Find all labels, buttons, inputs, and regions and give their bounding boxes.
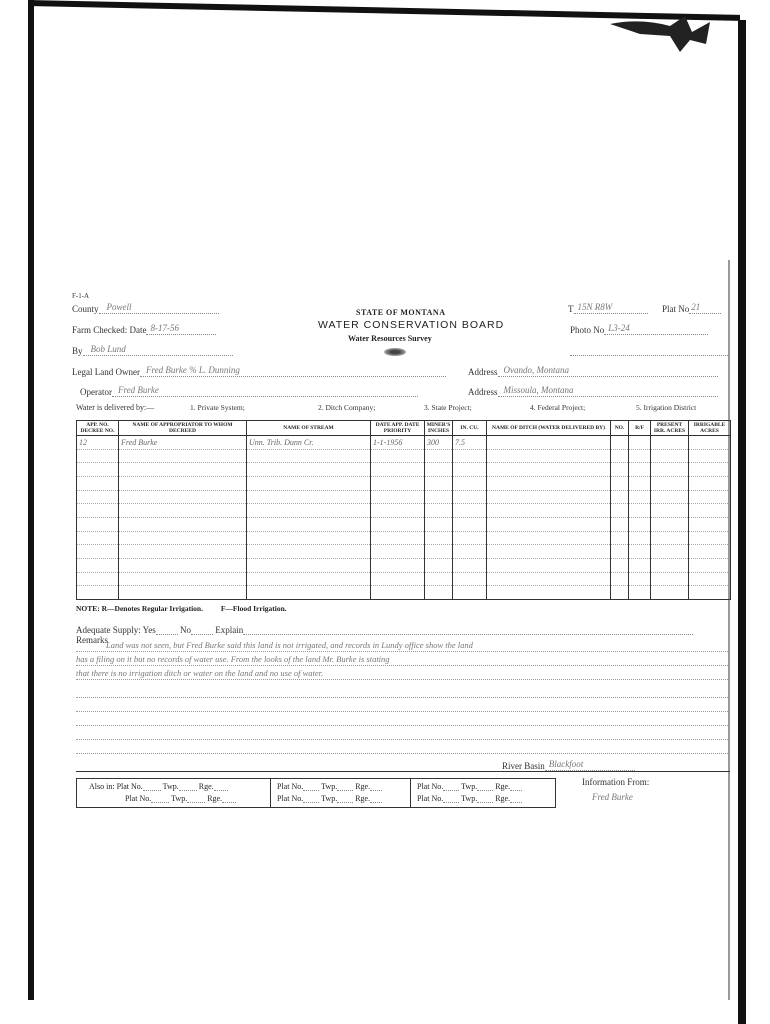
table-cell [487,476,611,490]
cell-present-acres [651,436,689,450]
table-cell [425,463,453,477]
table-cell [77,504,119,518]
table-cell [425,586,453,600]
cell-irrigable-acres [689,436,731,450]
table-row [77,504,731,518]
legal-owner-field: Legal Land Owner Fred Burke % L. Dunning [72,367,446,377]
information-from-label: Information From: [582,777,650,787]
table-row [77,586,731,600]
table-row [77,545,731,559]
blank-line-right [570,346,728,356]
plat-row-1: Also in: Plat No. Twp. Rge. [89,782,228,791]
table-row [77,463,731,477]
table-cell [651,572,689,586]
delivery-option-federal: 4. Federal Project; [530,403,586,412]
table-cell [425,531,453,545]
table-cell [247,545,371,559]
table-cell [77,517,119,531]
table-cell [77,531,119,545]
table-cell [77,586,119,600]
table-cell [453,558,487,572]
table-cell [651,504,689,518]
cell-ditch [487,436,611,450]
table-cell [371,558,425,572]
table-cell [371,504,425,518]
col-no: NO. [611,421,629,436]
table-header-row [77,421,731,436]
table-cell [629,463,651,477]
table-cell [119,586,247,600]
delivery-option-irrigation-district: 5. Irrigation District [636,403,697,412]
table-cell [651,517,689,531]
col-stream: NAME OF STREAM [247,421,371,436]
table-cell [611,517,629,531]
table-cell [453,586,487,600]
table-cell [629,476,651,490]
plat-row-3: Plat No. Twp. Rge. [277,782,382,791]
table-cell [689,504,731,518]
table-cell [629,572,651,586]
table-cell [651,463,689,477]
county-value: Powell [106,302,132,312]
table-cell [119,449,247,463]
table-cell [487,572,611,586]
col-date-app: DATE APP. DATE PRIORITY [371,421,425,436]
table-cell [651,558,689,572]
remarks-line-4 [76,686,730,698]
delivery-option-ditch-company: 2. Ditch Company; [318,403,376,412]
table-cell [119,476,247,490]
table-cell [453,572,487,586]
table-cell [119,504,247,518]
remarks-line-5 [76,700,730,712]
table-cell [487,504,611,518]
table-cell [487,586,611,600]
table-cell [119,463,247,477]
table-cell [453,476,487,490]
table-cell [689,517,731,531]
table-row [77,572,731,586]
table-cell [689,558,731,572]
table-row [77,490,731,504]
table-row [77,531,731,545]
col-rf: R/F [629,421,651,436]
water-survey-form [72,280,732,820]
operator-address-field: Address Missoula, Montana [468,387,718,397]
table-cell [629,517,651,531]
owner-address-field: Address Ovando, Montana [468,367,718,377]
col-present-acres: PRESENT IRR. ACRES [651,421,689,436]
cell-appropriator: Fred Burke [119,436,247,450]
table-cell [371,531,425,545]
table-cell [453,545,487,559]
form-code: F-1-A [72,292,90,300]
table-cell [119,490,247,504]
table-cell [453,490,487,504]
table-cell [487,545,611,559]
remarks-line-8 [76,742,730,754]
table-cell [425,504,453,518]
table-cell [611,463,629,477]
table-cell [453,517,487,531]
table-cell [453,504,487,518]
plat-row-5: Plat No. Twp. Rge. [417,782,522,791]
delivery-option-state: 3. State Project; [424,403,472,412]
table-cell [247,476,371,490]
also-in-plat-box [76,778,556,808]
state-heading: STATE OF MONTANA [356,308,446,317]
river-basin-field: River Basin Blackfoot [502,761,635,771]
adequate-supply-field: Adequate Supply: Yes No Explain [76,625,693,635]
table-cell [487,463,611,477]
table-cell [77,449,119,463]
table-cell [371,586,425,600]
table-cell [247,449,371,463]
table-cell [77,545,119,559]
delivery-label: Water is delivered by:— [76,403,155,412]
table-cell [689,490,731,504]
table-cell [77,463,119,477]
col-ditch-name: NAME OF DITCH (WATER DELIVERED BY) [487,421,611,436]
table-cell [611,504,629,518]
table-cell [119,572,247,586]
table-cell [629,449,651,463]
cell-app-no: 12 [77,436,119,450]
table-cell [371,449,425,463]
table-cell [247,504,371,518]
table-cell [487,517,611,531]
table-cell [425,545,453,559]
table-cell [77,476,119,490]
table-cell [689,572,731,586]
remarks-line-3: that there is no irrigation ditch or water on the land and no use of water. [76,668,730,680]
cell-in-cu: 7.5 [453,436,487,450]
table-cell [651,586,689,600]
cell-miners-inches: 300 [425,436,453,450]
delivery-option-private: 1. Private System; [190,403,245,412]
table-cell [651,531,689,545]
table-cell [611,545,629,559]
table-cell [425,449,453,463]
survey-heading: Water Resources Survey [348,334,432,343]
farm-checked-field: Farm Checked: Date 8-17-56 [72,325,216,335]
table-cell [371,463,425,477]
seal-stamp [384,348,406,356]
table-cell [629,504,651,518]
table-cell [247,531,371,545]
table-cell [651,449,689,463]
remarks-line-7 [76,728,730,740]
table-cell [247,586,371,600]
information-from-value: Fred Burke [592,792,633,802]
table-cell [629,558,651,572]
corner-ink-blot [610,14,720,54]
table-cell [689,476,731,490]
table-cell [651,476,689,490]
table-cell [629,586,651,600]
table-cell [689,449,731,463]
table-cell [629,545,651,559]
table-cell [247,517,371,531]
table-cell [247,490,371,504]
plat-number-field: Plat No 21 [662,304,721,314]
table-cell [425,517,453,531]
table-cell [77,558,119,572]
table-cell [247,572,371,586]
table-cell [611,531,629,545]
note-line: NOTE: R—Denotes Regular Irrigation. F—Flood Irrigation. [76,604,287,613]
plat-row-4: Plat No. Twp. Rge. [277,794,382,803]
table-cell [651,490,689,504]
table-cell [371,490,425,504]
table-cell [629,490,651,504]
plat-row-2: Plat No. Twp. Rge. [125,794,236,803]
board-heading: WATER CONSERVATION BOARD [318,319,505,331]
cell-rf [629,436,651,450]
table-row [77,449,731,463]
plat-row-6: Plat No. Twp. Rge. [417,794,522,803]
table-cell [119,545,247,559]
col-app-no: APP. NO. DECREE NO. [77,421,119,436]
table-cell [611,490,629,504]
table-cell [425,558,453,572]
table-cell [425,490,453,504]
table-row [77,436,731,450]
table-cell [425,476,453,490]
county-field: County Powell [72,304,219,314]
cell-date-app: 1-1-1956 [371,436,425,450]
table-cell [453,463,487,477]
table-row [77,476,731,490]
table-cell [247,558,371,572]
remarks-line-1: Land was not seen, but Fred Burke said this land is not irrigated, and records in Lundy office show the land [76,640,730,652]
col-irrigable-acres: IRRIGABLE ACRES [689,421,731,436]
table-cell [689,531,731,545]
table-row [77,558,731,572]
table-cell [611,572,629,586]
table-cell [651,545,689,559]
remarks-line-6 [76,714,730,726]
table-cell [611,449,629,463]
table-cell [611,476,629,490]
checked-by-field: By Bob Lund [72,346,233,356]
remarks-line-2: has a filing on it but no records of water use. From the looks of the land Mr. Burke is stating [76,654,730,666]
table-cell [487,531,611,545]
table-cell [453,531,487,545]
table-cell [119,517,247,531]
table-cell [689,463,731,477]
table-cell [371,572,425,586]
table-cell [453,449,487,463]
table-cell [487,558,611,572]
table-cell [119,531,247,545]
table-cell [611,558,629,572]
remarks-label: Remarks [76,635,108,645]
table-cell [371,545,425,559]
col-in-cu: IN. CU. [453,421,487,436]
table-cell [629,531,651,545]
table-cell [611,586,629,600]
table-cell [77,572,119,586]
table-cell [689,545,731,559]
table-cell [371,476,425,490]
col-appropriator: NAME OF APPROPRIATOR TO WHOM DECREED [119,421,247,436]
table-cell [371,517,425,531]
cell-no [611,436,629,450]
page-left-border [28,0,34,1000]
table-cell [247,463,371,477]
page-right-border [738,20,746,1024]
photo-number-field: Photo No L3-24 [570,325,708,335]
table-row [77,517,731,531]
operator-field: Operator Fred Burke [80,387,418,397]
cell-stream: Unn. Trib. Dunn Cr. [247,436,371,450]
table-cell [119,558,247,572]
water-rights-table [76,420,731,600]
township-range-field: T 15N R8W [568,304,648,314]
table-cell [689,586,731,600]
table-cell [487,490,611,504]
table-cell [77,490,119,504]
table-cell [425,572,453,586]
table-cell [487,449,611,463]
col-miners-inches: MINER'S INCHES [425,421,453,436]
